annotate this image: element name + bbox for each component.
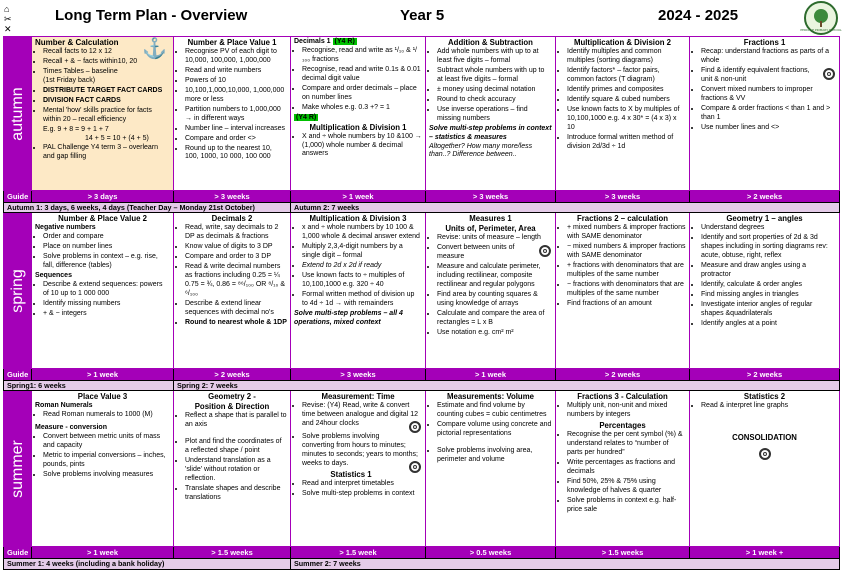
spring-guide-row — [4, 369, 840, 381]
list-item: • Convert mixed numbers to improper fractions & VV — [701, 86, 836, 104]
text-label: Fractions 2 – calculation — [577, 214, 668, 224]
list-item: • Read & write decimal numbers as fractions including 0.25 = ¼ 0.75 = ¾, 0.86 = ⁸⁶/₁₀₀ OR ⁸/₁₀ & ⁶/₁₀₀ — [185, 263, 287, 299]
text-label: Roman Numerals — [35, 402, 93, 410]
text-label: Measure - conversion — [35, 424, 107, 432]
school-logo — [800, 1, 842, 35]
list-item: • Use notation e.g. cm² m² — [437, 329, 552, 338]
list-item: • Recognise, read and write 0.1s & 0.01 decimal digit value — [302, 66, 422, 84]
text-label: Multiplication & Division 3 — [309, 214, 407, 224]
list-item: • Identify, calculate & order angles — [701, 281, 836, 290]
list-item: • Round to check accuracy — [437, 96, 552, 105]
list-item: • Times Tables – baseline (1st Friday back) — [43, 68, 170, 86]
text-label: Place Value 3 — [77, 392, 128, 402]
list-item: • Compare and order decimals – place on number lines — [302, 85, 422, 103]
text-label: Units of, Perimeter, Area — [445, 224, 536, 234]
list-item: • Read and interpret timetables — [302, 480, 422, 489]
list-item: • Solve problems in context – e.g. rise, fall, difference (tables) — [43, 253, 170, 271]
svg-text:PERDALE PRIMARY SCHOOL: PERDALE PRIMARY SCHOOL — [800, 28, 842, 32]
list-item: • Solve problems involving measures — [43, 471, 170, 480]
spring-decimals-2 — [174, 213, 291, 369]
list-item: • Understand translation as a 'slide' without rotation or reflection. — [185, 457, 287, 484]
list-item: • Metric to imperial conversions – inches, pounds, pints — [43, 452, 170, 470]
text-label: Number & Place Value 1 — [187, 38, 277, 47]
list-item: • Make wholes e.g. 0.3 +? = 1 — [302, 104, 422, 113]
spring-multiplication-division-3: Multiplication & Division 3 • x and ÷ whole numbers by 10 100 & 1,000 whole & decimal answer extend • Multiply 2,3,4-digit numbers by a single digit – formal • Extend to 2d x 2d if ready • Use known facts to ÷ multiples of 10,100,1000 e.g. 320 ÷ 40 • Formal written method of division up to 4d ÷ 1d → with remainders Solve multi-step problems – all 4 operations, mixed context — [291, 213, 426, 369]
text-label: > 2 weeks — [556, 369, 690, 381]
list-item: • Read & interpret line graphs — [701, 402, 836, 411]
list-item: • Multiply 2,3,4-digit numbers by a single digit – formal — [302, 243, 422, 261]
list-item: • Find 50%, 25% & 75% using knowledge of halves & quarter — [567, 478, 686, 496]
text-label: > 1.5 weeks — [556, 547, 690, 559]
list-item: • Recognise the per cent symbol (%) & understand relates to “number of parts per hundred” — [567, 431, 686, 458]
list-item: • Find fractions of an amount — [567, 300, 686, 309]
header — [0, 0, 843, 36]
anchor-icon: ⚓ — [142, 38, 167, 60]
list-item: • Compare volume using concrete and pictorial representations — [437, 421, 552, 439]
text-label: Negative numbers — [35, 224, 96, 232]
text-label: Statistics 1 — [330, 470, 372, 480]
text-label: Geometry 2 - — [208, 392, 256, 402]
text-label: Multiplication & Division 1 — [309, 122, 407, 132]
spring-geometry-1 — [690, 213, 840, 369]
text-label: > 1 week — [291, 191, 426, 203]
autumn-place-value-1 — [174, 37, 291, 191]
list-item: • Plot and find the coordinates of a reflected shape / point — [185, 438, 287, 456]
list-item: • Describe & extend linear sequences with decimal no's — [185, 300, 287, 318]
spiral-icon — [759, 448, 771, 460]
text-label: Spring 2: 7 weeks — [174, 381, 840, 391]
text-label: > 2 weeks — [690, 369, 840, 381]
list-item: • Subtract whole numbers with up to at least five digits – formal — [437, 67, 552, 85]
list-item: • Identify and sort properties of 2d & 3d shapes including in sorting diagrams rev: acute, obtuse, right, reflex — [701, 234, 836, 261]
summer-place-value-3 — [32, 391, 174, 547]
term-label-autumn: autumn — [4, 37, 32, 191]
list-item: • Translate shapes and describe translations — [185, 485, 287, 503]
text-label: Geometry 1 – angles — [726, 214, 803, 224]
list-item: • Know value of digits to 3 DP — [185, 243, 287, 252]
page-title: Long Term Plan - Overview — [55, 7, 248, 24]
list-item: • Identify multiples and common multiples (sorting diagrams) — [567, 48, 686, 66]
spring-notes-row — [4, 381, 840, 391]
text-label: > 0.5 weeks — [426, 547, 556, 559]
text-label: Guide — [4, 191, 32, 203]
spring-fractions-2 — [556, 213, 690, 369]
autumn-fractions-1 — [690, 37, 840, 191]
list-item: • Round up to the nearest 10, 100, 1000, 10 000, 100 000 — [185, 145, 287, 163]
list-item: • Identify angles at a point — [701, 320, 836, 329]
summer-fractions-3-percentages — [556, 391, 690, 547]
list-item: • Recognise PV of each digit to 10,000, 100,000, 1,000,000 — [185, 48, 287, 66]
list-item: • Use known facts to X by multiples of 10,100,1000 e.g. 4 x 30* = (4 x 3) x 10 — [567, 106, 686, 133]
summer-statistics-2 — [690, 391, 840, 547]
list-item: • Identify primes and composites — [567, 86, 686, 95]
list-item: • Revise: (Y4) Read, write & convert time between analogue and digital 12 and 24hour clocks — [302, 402, 422, 429]
autumn-notes-row — [4, 203, 840, 213]
list-item: • Place on number lines — [43, 243, 170, 252]
text-label: Addition & Subtraction — [448, 38, 533, 47]
text-label: Sequences — [35, 271, 72, 279]
list-item: • Identify factors* – factor pairs, common factors (T diagram) — [567, 67, 686, 85]
text-label: Statistics 2 — [743, 392, 786, 402]
list-item: • DISTRIBUTE TARGET FACT CARDS — [43, 87, 170, 96]
text-label: Autumn 2: 7 weeks — [291, 203, 840, 213]
list-item: • Compare and order to 3 DP — [185, 253, 287, 262]
text-label: Number & Calculation — [35, 38, 119, 47]
list-item: • Convert between units of measure — [437, 244, 552, 262]
list-item: • Convert between metric units of mass and capacity — [43, 433, 170, 451]
text-label: Spring1: 6 weeks — [4, 381, 174, 391]
list-item: • Identify missing numbers — [43, 300, 170, 309]
summer-notes-row — [4, 559, 840, 569]
list-item: • x and ÷ whole numbers by 10 100 & 1,000 whole & decimal answer extend — [302, 224, 422, 242]
summer-volume — [426, 391, 556, 547]
list-item: • Recall + & − facts within10, 20 — [43, 58, 170, 67]
list-item: • Add whole numbers with up to at least five digits – formal — [437, 48, 552, 66]
text-label: CONSOLIDATION — [732, 433, 797, 443]
list-item: • Partition numbers to 1,000,000 → in different ways — [185, 106, 287, 124]
autumn-addition-subtraction: Addition & Subtraction • Add whole numbers with up to at least five digits – formal • Subtract whole numbers with up to at least five digits – formal • ± money using decimal notation • Round to check accuracy • Use inverse operations – find missing numbers Solve multi-step problems in context – statistics & measures Altogether? How many more/less than..? Difference between.. — [426, 37, 556, 191]
text-label: > 2 weeks — [174, 369, 291, 381]
list-item: • Read, write, say decimals to 2 DP as decimals & fractions — [185, 224, 287, 242]
autumn-decimals-1: Decimals 1 (Y4 R) • Recognise, read and write as ¹/₁₀ & ¹/₁₀₀ fractions • Recognise, read and write 0.1s & 0.01 decimal digit value • Compare and order decimals – place on number lines • Make wholes e.g. 0.3 +? = 1 (Y4 R) Multiplication & Division 1 • X and ÷ whole numbers by 10 &100 → (1,000) whole number & decimal answers — [291, 37, 426, 191]
spring-measures-1 — [426, 213, 556, 369]
list-item: • Reflect a shape that is parallel to an axis — [185, 412, 287, 430]
spring-place-value-2 — [32, 213, 174, 369]
list-item: • Find & identify equivalent fractions, unit & non-unit — [701, 67, 836, 85]
list-item: • Introduce formal written method of division 2d/3d ÷ 1d — [567, 134, 686, 152]
list-item: • Use number lines and <> — [701, 124, 836, 133]
tree-logo-icon — [800, 3, 842, 33]
summer-time-statistics-1 — [291, 391, 426, 547]
academic-year: 2024 - 2025 — [658, 7, 739, 24]
text-label: Fractions 3 - Calculation — [577, 392, 668, 402]
list-item: • Investigate interior angles of regular shapes &quadrilaterals — [701, 301, 836, 319]
summer-guide-row — [4, 547, 840, 559]
list-item: • Measure and draw angles using a protractor — [701, 262, 836, 280]
list-item: • Solve problems in context e.g. half-price sale — [567, 497, 686, 515]
text-label: > 3 days — [32, 191, 174, 203]
list-item: • − mixed numbers & improper fractions with SAME denominator — [567, 243, 686, 261]
list-item: • Find area by counting squares & using knowledge of arrays — [437, 291, 552, 309]
list-item: • Estimate and find volume by counting cubes = cubic centimetres — [437, 402, 552, 420]
text-label: > 2 weeks — [690, 191, 840, 203]
spiral-icon — [539, 245, 551, 257]
summer-geometry-2 — [174, 391, 291, 547]
close-icon[interactable]: ✕ — [4, 24, 12, 34]
scissors-icon[interactable]: ✂ — [4, 14, 12, 24]
list-item: • Write percentages as fractions and decimals — [567, 459, 686, 477]
text-label: Summer 2: 7 weeks — [291, 559, 840, 569]
list-item: • Solve multi-step problems in context — [302, 490, 422, 499]
list-item: • Compare & order fractions < than 1 and > than 1 — [701, 105, 836, 123]
list-item: • Use inverse operations – find missing numbers — [437, 106, 552, 124]
text-label: Number & Place Value 2 — [58, 214, 147, 224]
list-item: • Read Roman numerals to 1000 (M) — [43, 411, 170, 420]
list-item: • + mixed numbers & improper fractions with SAME denominator — [567, 224, 686, 242]
autumn-guide-row — [4, 191, 840, 203]
text-label: > 3 weeks — [174, 191, 291, 203]
list-item: • X and ÷ whole numbers by 10 &100 → (1,000) whole number & decimal answers — [302, 133, 422, 160]
list-item: • Solve problems involving area, perimeter and volume — [437, 447, 552, 465]
summer-row — [4, 391, 840, 547]
list-item: • ± money using decimal notation — [437, 86, 552, 95]
text-label: > 1.5 weeks — [174, 547, 291, 559]
text-label: Summer 1: 4 weeks (including a bank holiday) — [4, 559, 291, 569]
text-label: Decimals 1 — [294, 38, 331, 45]
text-label: Decimals 2 — [211, 214, 253, 224]
text-label: Measures 1 — [469, 214, 512, 224]
list-item: • Compare and order <> — [185, 135, 287, 144]
text-label: Multiplication & Division 2 — [573, 38, 672, 47]
spring-row — [4, 213, 840, 369]
text-label: > 1 week — [426, 369, 556, 381]
list-item: • 10,100,1,000,10,000, 1,000,000 more or less — [185, 87, 287, 105]
long-term-plan-table — [3, 36, 840, 570]
year-group: Year 5 — [400, 7, 445, 24]
text-label: > 1 week — [32, 547, 174, 559]
text-label: Guide — [4, 369, 32, 381]
list-item: • Recall facts to 12 x 12 — [43, 48, 170, 57]
text-label: > 3 weeks — [556, 191, 690, 203]
list-item: • Formal written method of division up to 4d ÷ 1d → with remainders — [302, 291, 422, 309]
list-item: • PAL Challenge Y4 term 3 – overlearn and gap filling — [43, 144, 170, 162]
term-label-spring: spring — [4, 213, 32, 369]
list-item: • Calculate and compare the area of rectangles = L x B — [437, 310, 552, 328]
autumn-number-calculation: ⚓ Number & Calculation • Recall facts to 12 x 12 • Recall + & − facts within10, 20 • Times Tables – baseline (1st Friday back) • DISTRIBUTE TARGET FACT CARDS • DIVISION FACT CARDS • Mental 'how' skills practice for facts within 20 – recall efficiency E.g. 9 + 8 = 9 + 1 + 7 14 + 5 = 10 + (4 + 5) • PAL Challenge Y4 term 3 – overlearn and gap filling — [32, 37, 174, 191]
list-item: • Number line – interval increases — [185, 125, 287, 134]
home-icon[interactable]: ⌂ — [4, 4, 10, 14]
text-label: > 3 weeks — [426, 191, 556, 203]
list-item: • Order and compare — [43, 233, 170, 242]
text-label: Guide — [4, 547, 32, 559]
text-label: Measurement: Time — [321, 392, 395, 402]
list-item: • Measure and calculate perimeter, including rectilinear, composite rectilinear and regular polygons — [437, 263, 552, 290]
text-label: Autumn 1: 3 days, 6 weeks, 4 days (Teacher Day – Monday 21st October) — [4, 203, 291, 213]
list-item: • + fractions with denominators that are multiples of the same number — [567, 262, 686, 280]
list-item: • Identify square & cubed numbers — [567, 96, 686, 105]
spiral-icon — [823, 68, 835, 80]
autumn-row — [4, 37, 840, 191]
text-label: Measurements: Volume — [447, 392, 534, 402]
autumn-multiplication-division-2 — [556, 37, 690, 191]
list-item: • Read and write numbers — [185, 67, 287, 76]
list-item: • Use known facts to ÷ multiples of 10,100,1000 e.g. 320 ÷ 40 — [302, 272, 422, 290]
list-item: • Powers of 10 — [185, 77, 287, 86]
text-label: > 1 week — [32, 369, 174, 381]
spiral-icon — [409, 421, 421, 433]
text-label: Position & Direction — [194, 402, 270, 412]
text-label: > 1.5 week — [291, 547, 426, 559]
list-item: • Recognise, read and write as ¹/₁₀ & ¹/₁₀₀ fractions — [302, 47, 422, 65]
list-item: • Multiply unit, non-unit and mixed numbers by integers — [567, 402, 686, 420]
list-item: • Describe & extend sequences: powers of 10 up to 1 000 000 — [43, 281, 170, 299]
term-label-summer: summer — [4, 391, 32, 547]
toolbar-icons[interactable] — [4, 4, 12, 34]
list-item: • + & − integers — [43, 310, 170, 319]
list-item: • Recap: understand fractions as parts of a whole — [701, 48, 836, 66]
list-item: • Understand degrees — [701, 224, 836, 233]
list-item: • Find missing angles in triangles — [701, 291, 836, 300]
text-label: Percentages — [599, 421, 646, 431]
list-item: • − fractions with denominators that are multiples of the same number — [567, 281, 686, 299]
list-item: • Round to nearest whole & 1DP — [185, 319, 287, 328]
text-label: > 3 weeks — [291, 369, 426, 381]
list-item: • Extend to 2d x 2d if ready — [302, 262, 422, 271]
text-label: Fractions 1 — [743, 38, 786, 47]
text-label: > 1 week + — [690, 547, 840, 559]
list-item: • Solve problems involving converting from hours to minutes; minutes to seconds; years to months; weeks to days. — [302, 433, 422, 469]
list-item: • Revise: units of measure – length — [437, 234, 552, 243]
list-item: • Mental 'how' skills practice for facts within 20 – recall efficiency — [43, 107, 170, 125]
list-item: • DIVISION FACT CARDS — [43, 97, 170, 106]
